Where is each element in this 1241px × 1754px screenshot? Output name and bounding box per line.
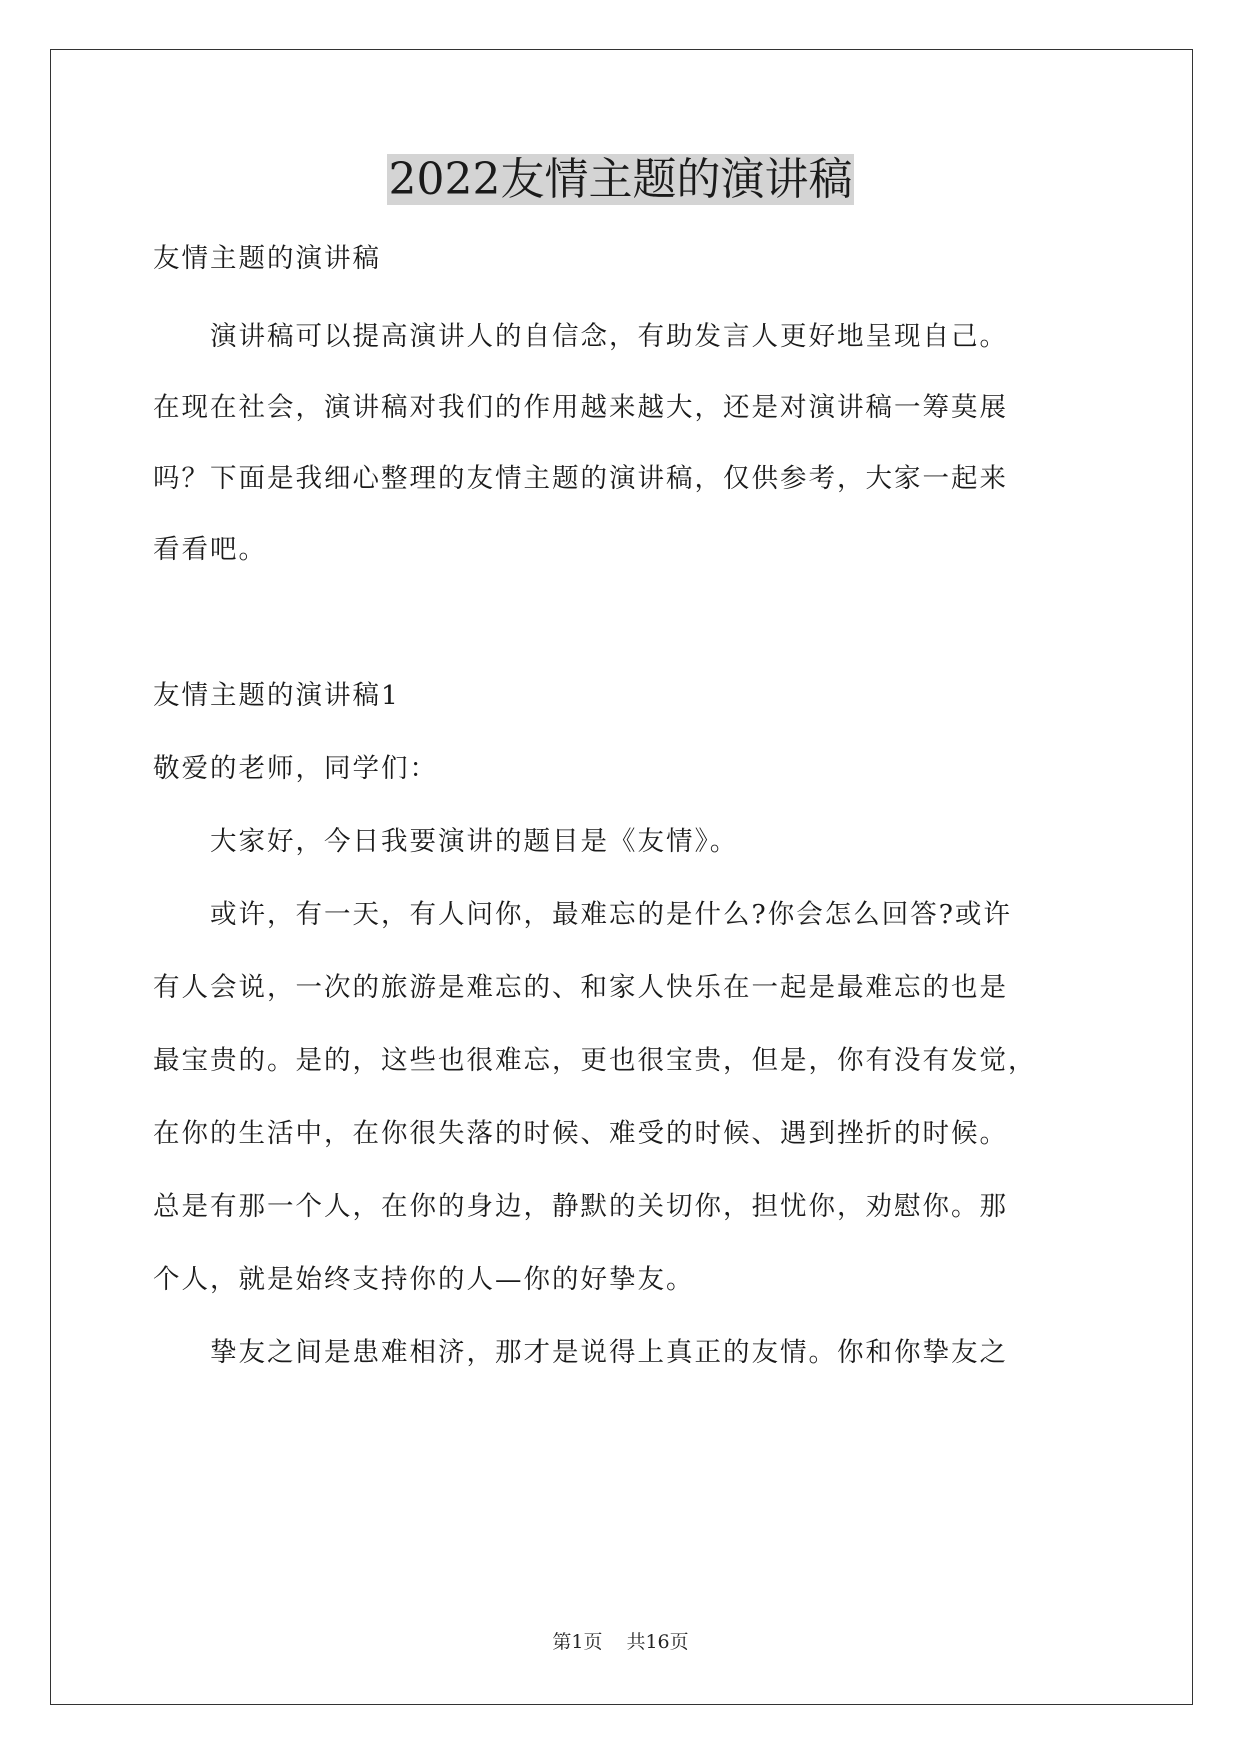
page-number: 第1页 xyxy=(552,1631,603,1653)
paragraph-line: 看看吧。 xyxy=(153,534,267,565)
paragraph-line: 有人会说，一次的旅游是难忘的、和家人快乐在一起是最难忘的也是 xyxy=(153,972,1008,1003)
page-total: 共16页 xyxy=(626,1631,689,1653)
paragraph-line: 大家好，今日我要演讲的题目是《友情》。 xyxy=(153,826,739,857)
page-border xyxy=(50,49,1193,1705)
page-footer xyxy=(0,1629,1241,1655)
paragraph-line: 总是有那一个人，在你的身边，静默的关切你，担忧你，劝慰你。那 xyxy=(153,1191,1008,1222)
salutation-line: 敬爱的老师，同学们： xyxy=(153,753,438,784)
section-heading: 友情主题的演讲稿1 xyxy=(153,680,400,711)
paragraph-line: 或许，有一天，有人问你，最难忘的是什么?你会怎么回答?或许 xyxy=(153,899,1012,930)
paragraph-line: 演讲稿可以提高演讲人的自信念，有助发言人更好地呈现自己。 xyxy=(153,321,1008,352)
paragraph-line: 在现在社会，演讲稿对我们的作用越来越大，还是对演讲稿一筹莫展 xyxy=(153,392,1008,423)
paragraph-line: 最宝贵的。是的，这些也很难忘，更也很宝贵，但是，你有没有发觉， xyxy=(153,1045,1037,1076)
document-title xyxy=(0,152,1241,208)
document-title-text: 2022友情主题的演讲稿 xyxy=(388,154,853,205)
paragraph-line: 个人，就是始终支持你的人—你的好挚友。 xyxy=(153,1264,695,1295)
paragraph-line: 吗？下面是我细心整理的友情主题的演讲稿，仅供参考，大家一起来 xyxy=(153,463,1008,494)
paragraph-line: 挚友之间是患难相济，那才是说得上真正的友情。你和你挚友之 xyxy=(153,1337,1008,1368)
section-heading: 友情主题的演讲稿 xyxy=(153,243,381,274)
paragraph-line: 在你的生活中，在你很失落的时候、难受的时候、遇到挫折的时候。 xyxy=(153,1118,1008,1149)
